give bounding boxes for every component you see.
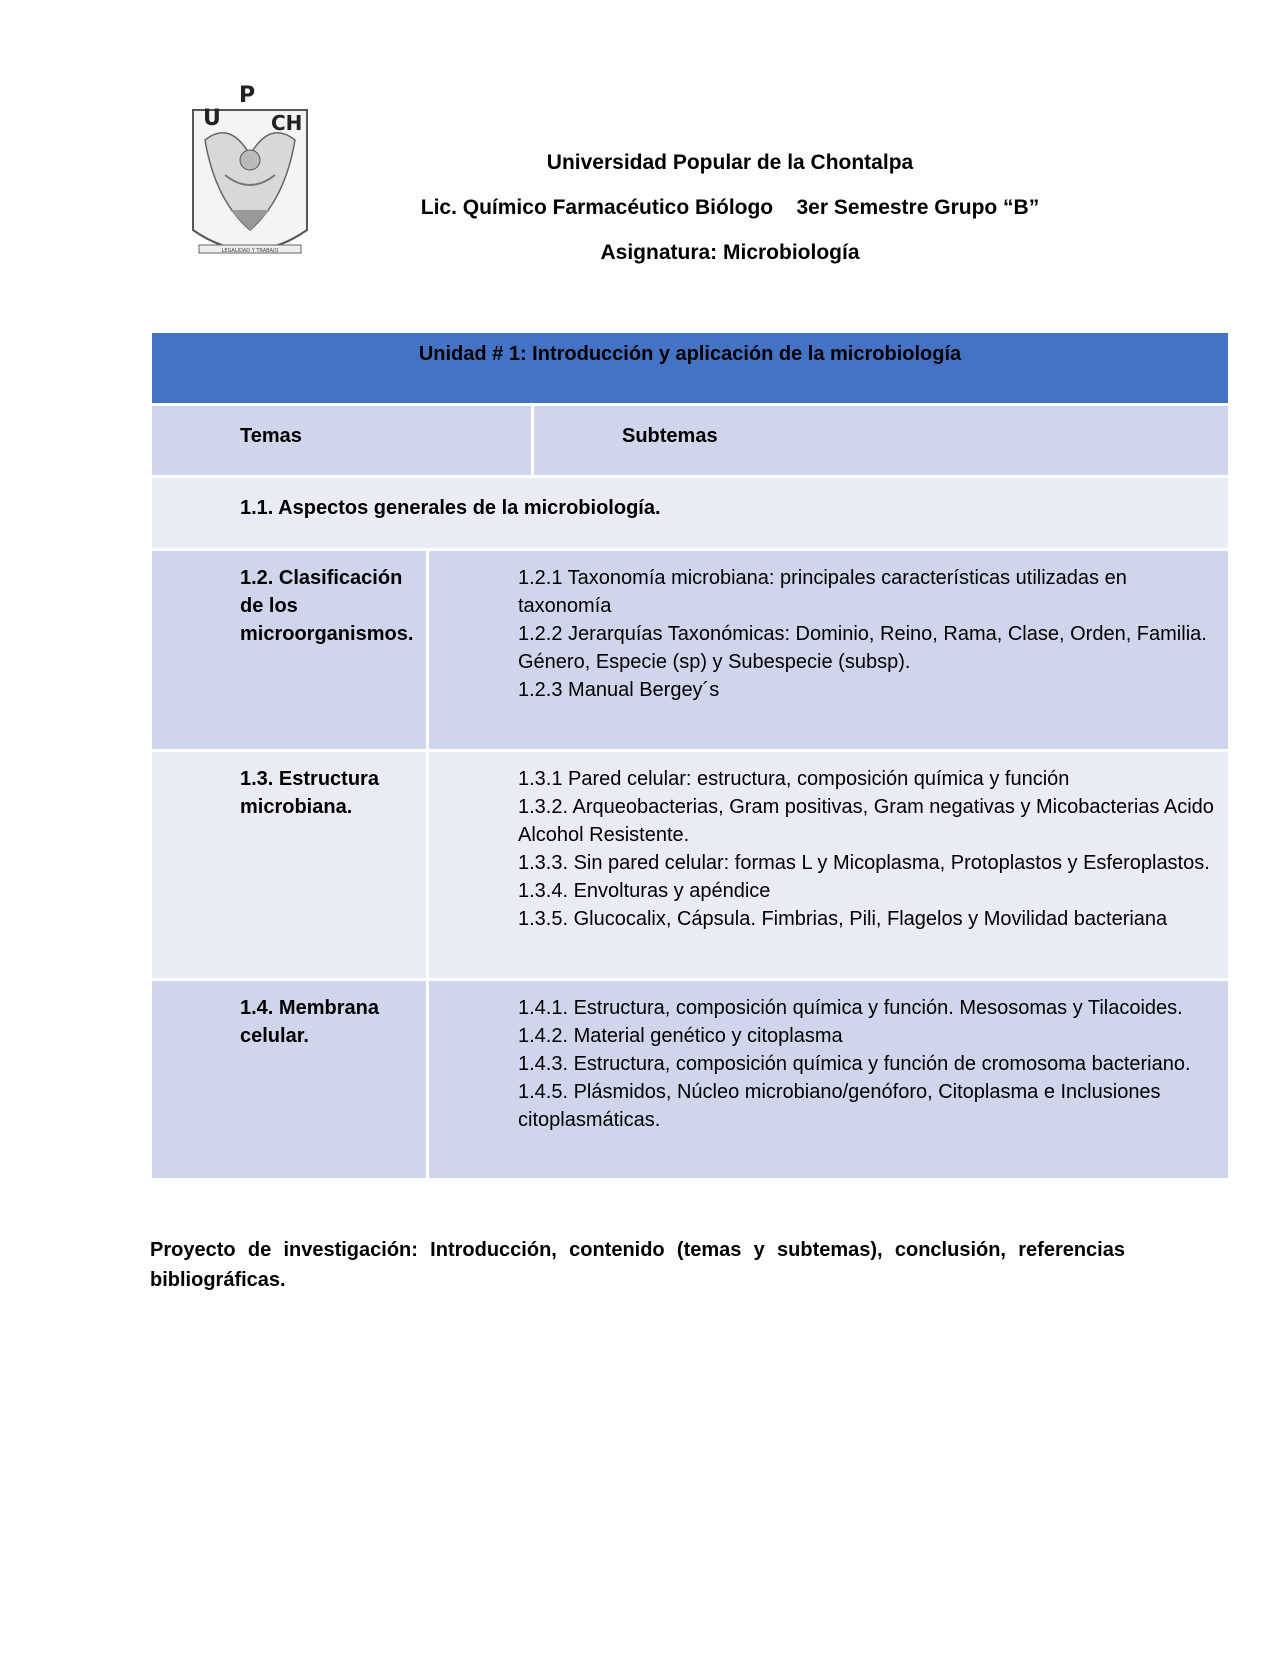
table-row — [152, 978, 1228, 1178]
subtopic: 1.3.2. Arqueobacterias, Gram positivas, Gram negativas y Micobacterias Acido Alcohol Resistente. — [518, 796, 1214, 846]
subtopic: 1.4.5. Plásmidos, Núcleo microbiano/genóforo, Citoplasma e Inclusiones citoplasmáticas. — [518, 1081, 1161, 1131]
table-title: Unidad # 1: Introducción y aplicación de la microbiología — [152, 333, 1228, 403]
subtopic: 1.4.1. Estructura, composición química y función. Mesosomas y Tilacoides. — [518, 997, 1183, 1019]
table-row — [152, 749, 1228, 978]
logo-letters-ch: CH — [271, 111, 303, 135]
subtopics-cell — [426, 752, 1228, 978]
subtopic: 1.3.1 Pared celular: estructura, composición química y función — [518, 768, 1070, 790]
subtopic: 1.3.4. Envolturas y apéndice — [518, 880, 771, 902]
project-note: Proyecto de investigación: Introducción, contenido (temas y subtemas), conclusión, referencias bibliográficas. — [150, 1239, 1125, 1291]
logo-letter-u: U — [203, 106, 221, 131]
topic-cell: 1.3. Estructura microbiana. — [240, 768, 379, 818]
topic-cell: 1.2. Clasificación de los microorganismos. — [240, 567, 414, 645]
subtopic: 1.3.3. Sin pared celular: formas L y Micoplasma, Protoplastos y Esferoplastos. — [518, 852, 1210, 874]
aspectos-topic: 1.1. Aspectos generales de la microbiología. — [240, 497, 661, 519]
table-row-aspectos — [152, 475, 1228, 548]
col-header-temas: Temas — [240, 425, 302, 447]
subtopic: 1.3.5. Glucocalix, Cápsula. Fimbrias, Pili, Flagelos y Movilidad bacteriana — [518, 908, 1168, 930]
col-header-subtemas: Subtemas — [531, 406, 1228, 478]
subject-line: Asignatura: Microbiología — [600, 241, 860, 264]
subtopic: 1.2.1 Taxonomía microbiana: principales características utilizadas en taxonomía — [518, 567, 1127, 617]
university-logo — [185, 80, 315, 270]
logo-caption: LEGALIDAD Y TRABAJO — [221, 248, 279, 254]
subtopic: 1.4.3. Estructura, composición química y función de cromosoma bacteriano. — [518, 1053, 1191, 1075]
table-header-row — [152, 403, 1228, 475]
topic-cell: 1.4. Membrana celular. — [240, 997, 379, 1047]
subtopic: 1.4.2. Material genético y citoplasma — [518, 1025, 843, 1047]
subtopics-cell — [426, 981, 1228, 1178]
subtopic: 1.2.2 Jerarquías Taxonómicas: Dominio, Reino, Rama, Clase, Orden, Familia. Género, Especie (sp) y Subespecie (subsp). — [518, 623, 1207, 673]
unit-table — [152, 333, 1228, 1178]
logo-letter-p: P — [239, 83, 256, 108]
subtopics-cell — [426, 551, 1228, 749]
program-line: Lic. Químico Farmacéutico Biólogo 3er Semestre Grupo “B” — [420, 196, 1040, 219]
table-row — [152, 548, 1228, 749]
subtopic: 1.2.3 Manual Bergey´s — [518, 679, 720, 701]
university-name: Universidad Popular de la Chontalpa — [546, 151, 914, 174]
